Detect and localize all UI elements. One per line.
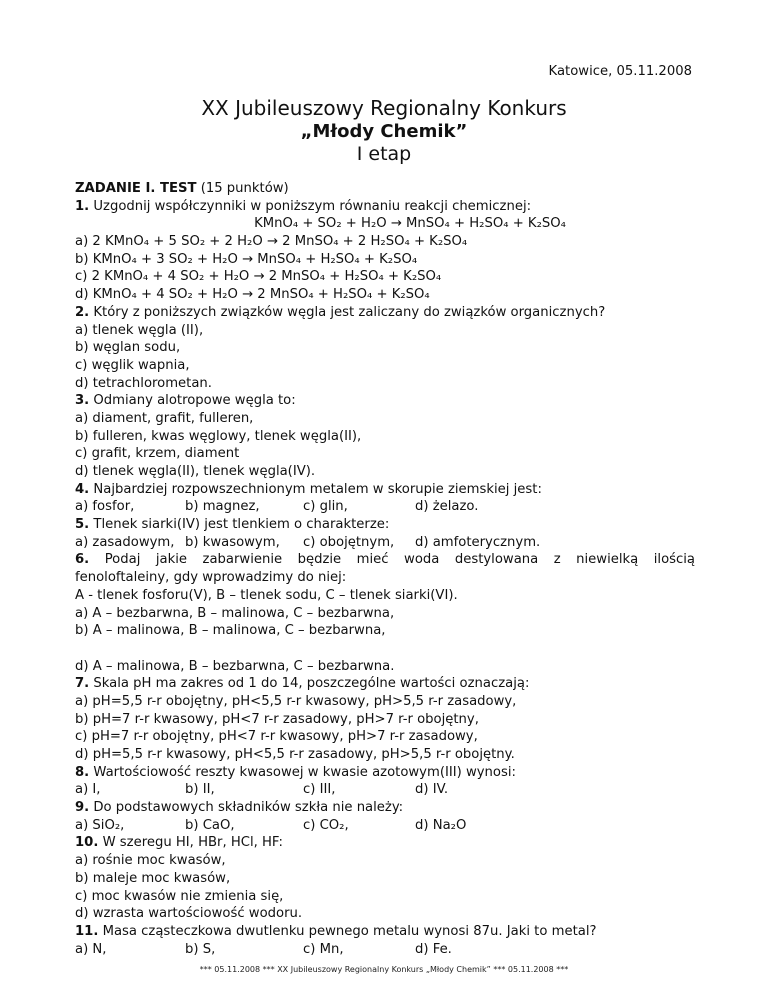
answers-row xyxy=(75,941,695,959)
question-number: 9. xyxy=(75,800,90,816)
question-11 xyxy=(75,923,695,941)
question-6-continued: fenoloftaleiny, gdy wprowadzimy do niej: xyxy=(75,570,347,586)
answer-d: d) tetrachlorometan. xyxy=(75,375,212,391)
answer-b: b) maleje moc kwasów, xyxy=(75,870,231,886)
question-7 xyxy=(75,675,695,693)
answer-d: d) tlenek węgla(II), tlenek węgla(IV). xyxy=(75,464,316,479)
answer-d: d) wzrasta wartościowość wodoru. xyxy=(75,906,303,922)
question-number: 3. xyxy=(75,393,90,409)
answers-row xyxy=(75,498,695,516)
answer-c: c) Mn, xyxy=(303,941,344,957)
answer-d: d) żelazo. xyxy=(415,499,479,515)
answer-d: d) Fe. xyxy=(415,941,452,957)
task-heading xyxy=(75,180,695,198)
question-text: Odmiany alotropowe węgla to: xyxy=(93,393,296,409)
question-3 xyxy=(75,392,695,410)
question-text: Najbardziej rozpowszechnionym metalem w skorupie ziemskiej jest: xyxy=(93,481,542,497)
answer-b: b) magnez, xyxy=(185,499,260,515)
answer-a: a) tlenek węgla (II), xyxy=(75,322,204,338)
answer-b: b) S, xyxy=(185,941,216,957)
question-6-legend: A - tlenek fosforu(V), B – tlenek sodu, C – tlenek siarki(VI). xyxy=(75,587,458,603)
question-number: 2. xyxy=(75,304,90,320)
question-8 xyxy=(75,764,695,782)
answer-a: a) N, xyxy=(75,941,107,957)
answers-row xyxy=(75,534,695,552)
answers-row xyxy=(75,817,695,835)
dateline: Katowice, 05.11.2008 xyxy=(548,64,692,79)
answer-b: b) pH=7 r-r kwasowy, pH<7 r-r zasadowy, pH>7 r-r obojętny, xyxy=(75,711,479,727)
answer-d: d) amfoterycznym. xyxy=(415,534,541,550)
answer-b: b) CaO, xyxy=(185,817,235,833)
blank-gap xyxy=(75,640,695,658)
page-footer: *** 05.11.2008 *** XX Jubileuszowy Regionalny Konkurs „Młody Chemik” *** 05.11.2008 *** xyxy=(199,965,569,974)
answer-d: d) IV. xyxy=(415,782,449,798)
answer-a: a) fosfor, xyxy=(75,499,135,515)
question-number: 7. xyxy=(75,676,90,692)
answer-c: c) węglik wapnia, xyxy=(75,357,190,373)
question-number: 11. xyxy=(75,923,99,939)
answer-d: d) Na₂O xyxy=(415,817,467,833)
answer-a: a) pH=5,5 r-r obojętny, pH<5,5 r-r kwasowy, pH>5,5 r-r zasadowy, xyxy=(75,693,517,709)
question-2 xyxy=(75,304,695,322)
title-line-3: I etap xyxy=(356,143,412,165)
answer-b: b) KMnO₄ + 3 SO₂ + H₂O → MnSO₄ + H₂SO₄ + K₂SO₄ xyxy=(75,251,418,267)
question-text: Skala pH ma zakres od 1 do 14, poszczególne wartości oznaczają: xyxy=(93,676,530,692)
question-10 xyxy=(75,834,695,852)
answer-a: a) I, xyxy=(75,782,101,798)
answer-c: c) CO₂, xyxy=(303,817,349,833)
answer-a: a) rośnie moc kwasów, xyxy=(75,853,226,869)
question-text: Uzgodnij współczynniki w poniższym równaniu reakcji chemicznej: xyxy=(93,198,532,214)
answer-a: a) diament, grafit, fulleren, xyxy=(75,410,254,426)
answer-a: a) zasadowym, xyxy=(75,534,175,550)
answer-c: c) III, xyxy=(303,782,336,798)
question-number: 5. xyxy=(75,517,90,533)
question-text: Wartościowość reszty kwasowej w kwasie azotowym(III) wynosi: xyxy=(93,764,516,780)
answer-b: b) II, xyxy=(185,782,215,798)
answer-d: d) A – malinowa, B – bezbarwna, C – bezbarwna. xyxy=(75,658,395,674)
task-points: (15 punktów) xyxy=(200,181,289,196)
title-line-2: „Młody Chemik” xyxy=(300,121,468,142)
question-6 xyxy=(75,551,695,569)
test-content xyxy=(75,180,695,958)
answer-d: d) pH=5,5 r-r kwasowy, pH<5,5 r-r zasadowy, pH>5,5 r-r obojętny. xyxy=(75,747,515,762)
answer-c: c) grafit, krzem, diament xyxy=(75,446,240,462)
question-1 xyxy=(75,198,695,216)
answer-c: c) moc kwasów nie zmienia się, xyxy=(75,888,284,904)
answer-b: b) A – malinowa, B – malinowa, C – bezbarwna, xyxy=(75,623,386,639)
answer-d: d) KMnO₄ + 4 SO₂ + H₂O → 2 MnSO₄ + H₂SO₄ + K₂SO₄ xyxy=(75,287,430,303)
answer-a: a) 2 KMnO₄ + 5 SO₂ + 2 H₂O → 2 MnSO₄ + 2 H₂SO₄ + K₂SO₄ xyxy=(75,234,468,250)
answer-a: a) SiO₂, xyxy=(75,817,125,833)
question-number: 1. xyxy=(75,198,90,214)
question-text: Który z poniższych związków węgla jest zaliczany do związków organicznych? xyxy=(93,304,606,320)
answer-b: b) fulleren, kwas węglowy, tlenek węgla(II), xyxy=(75,428,362,444)
answer-b: b) węglan sodu, xyxy=(75,340,181,356)
answer-c: c) pH=7 r-r obojętny, pH<7 r-r kwasowy, pH>7 r-r zasadowy, xyxy=(75,729,478,745)
answer-c: c) 2 KMnO₄ + 4 SO₂ + H₂O → 2 MnSO₄ + H₂SO₄ + K₂SO₄ xyxy=(75,269,442,285)
question-number: 6. xyxy=(75,552,90,568)
answers-row xyxy=(75,781,695,799)
question-text: Do podstawowych składników szkła nie należy: xyxy=(93,800,404,816)
answer-a: a) A – bezbarwna, B – malinowa, C – bezbarwna, xyxy=(75,605,395,621)
question-number: 8. xyxy=(75,764,90,780)
question-text: Podaj jakie zabarwienie będzie mieć woda destylowana z niewielką ilością xyxy=(104,552,695,568)
task-label: ZADANIE I. TEST xyxy=(75,181,197,196)
question-text: W szeregu HI, HBr, HCl, HF: xyxy=(102,835,283,851)
answer-c: c) glin, xyxy=(303,499,348,515)
question-9 xyxy=(75,799,695,817)
answer-b: b) kwasowym, xyxy=(185,534,280,550)
question-text: Masa cząsteczkowa dwutlenku pewnego metalu wynosi 87u. Jaki to metal? xyxy=(102,923,597,939)
question-4 xyxy=(75,481,695,499)
question-5 xyxy=(75,516,695,534)
question-1-equation: KMnO₄ + SO₂ + H₂O → MnSO₄ + H₂SO₄ + K₂SO₄ xyxy=(254,216,566,232)
question-number: 10. xyxy=(75,835,99,851)
question-number: 4. xyxy=(75,481,90,497)
question-text: Tlenek siarki(IV) jest tlenkiem o charakterze: xyxy=(93,517,390,533)
title-line-1: XX Jubileuszowy Regionalny Konkurs xyxy=(201,96,567,120)
answer-c: c) obojętnym, xyxy=(303,534,395,550)
